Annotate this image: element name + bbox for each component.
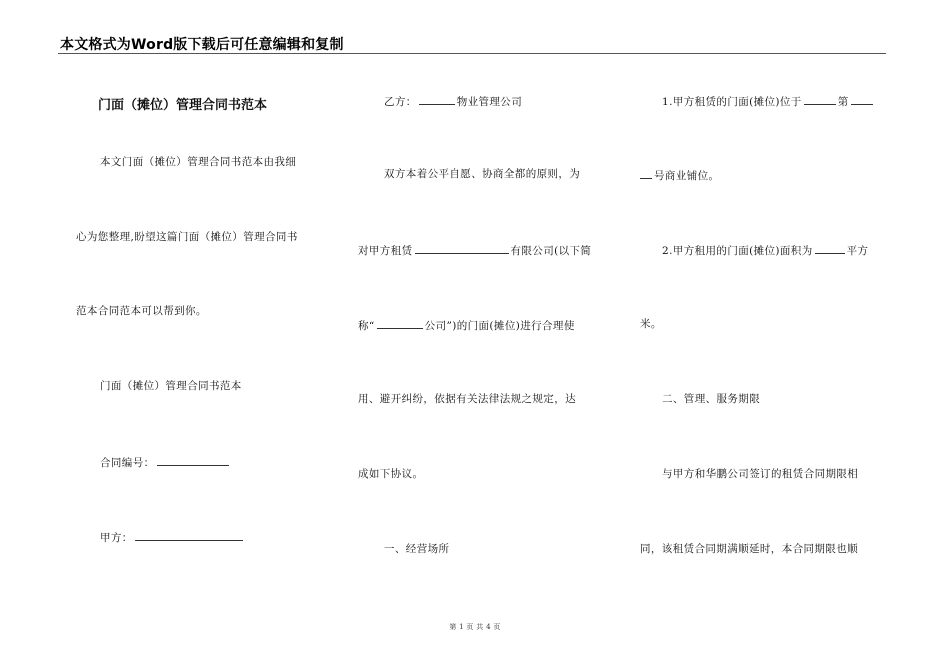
intro-line-1: 本文门面（摊位）管理合同书范本由我细 [100, 156, 297, 168]
dispute-line: 用、避开纠纷，依据有关法律法规之规定，达 [358, 393, 576, 405]
item-2-suffix: 平方 [846, 245, 869, 257]
company-abbrev-line [358, 318, 575, 332]
intro-line-3: 范本合同范本可以帮到你。 [76, 305, 207, 317]
principle-line: 双方本着公平自愿、协商全都的原则，为 [384, 168, 581, 180]
contract-subtitle: 门面（摊位）管理合同书范本 [100, 380, 242, 392]
location-number-blank [851, 94, 873, 105]
lease-suffix: 有限公司(以下简 [510, 245, 592, 257]
area-blank [815, 243, 845, 254]
item-2-end-line: 米。 [640, 318, 662, 330]
party-a-blank [135, 530, 243, 541]
company-abbrev-blank [377, 318, 423, 329]
lease-line [358, 243, 591, 257]
abbrev-suffix: 公司”)的门面(摊位)进行合理使 [424, 320, 575, 332]
party-a-field [100, 530, 245, 544]
item-2-line [662, 243, 868, 257]
contract-number-label: 合同编号： [100, 457, 155, 469]
item-1-end: 号商业铺位。 [654, 170, 720, 182]
intro-line-2: 心为您整理,盼望这篇门面（摊位）管理合同书 [76, 231, 298, 243]
party-b-blank [419, 94, 455, 105]
shop-number-blank [640, 168, 652, 179]
abbrev-prefix: 称“ [358, 320, 375, 332]
page-number: 第 1 页 共 4 页 [449, 623, 501, 631]
item-2-prefix: 2.甲方租用的门面(摊位)面积为 [662, 245, 813, 257]
party-b-company: 物业管理公司 [456, 96, 523, 108]
header-rule [58, 53, 886, 54]
lease-prefix: 对甲方租赁 [358, 245, 413, 257]
item-1-mid: 第 [837, 96, 849, 108]
contract-number-field [100, 455, 231, 469]
party-b-field [384, 94, 522, 108]
document-title: 门面（摊位）管理合同书范本 [98, 98, 268, 113]
term-line-1: 与甲方和华鹏公司签订的租赁合同期限相 [662, 468, 859, 480]
party-a-label: 甲方： [100, 532, 133, 544]
item-1-prefix: 1.甲方租赁的门面(摊位)位于 [662, 96, 802, 108]
agreement-line: 成如下协议。 [358, 468, 424, 480]
section-heading-2: 二、管理、服务期限 [662, 393, 761, 405]
term-line-2: 同，该租赁合同期满顺延时，本合同期限也顺 [640, 543, 858, 555]
item-1-end-line [640, 168, 719, 182]
location-blank [804, 94, 836, 105]
download-banner: 本文格式为Word版下载后可任意编辑和复制 [60, 37, 344, 53]
contract-number-blank [157, 455, 229, 466]
party-b-label: 乙方： [384, 96, 417, 108]
section-heading-1: 一、经营场所 [384, 543, 450, 555]
lessor-blank [415, 243, 509, 254]
item-1-line [662, 94, 875, 108]
